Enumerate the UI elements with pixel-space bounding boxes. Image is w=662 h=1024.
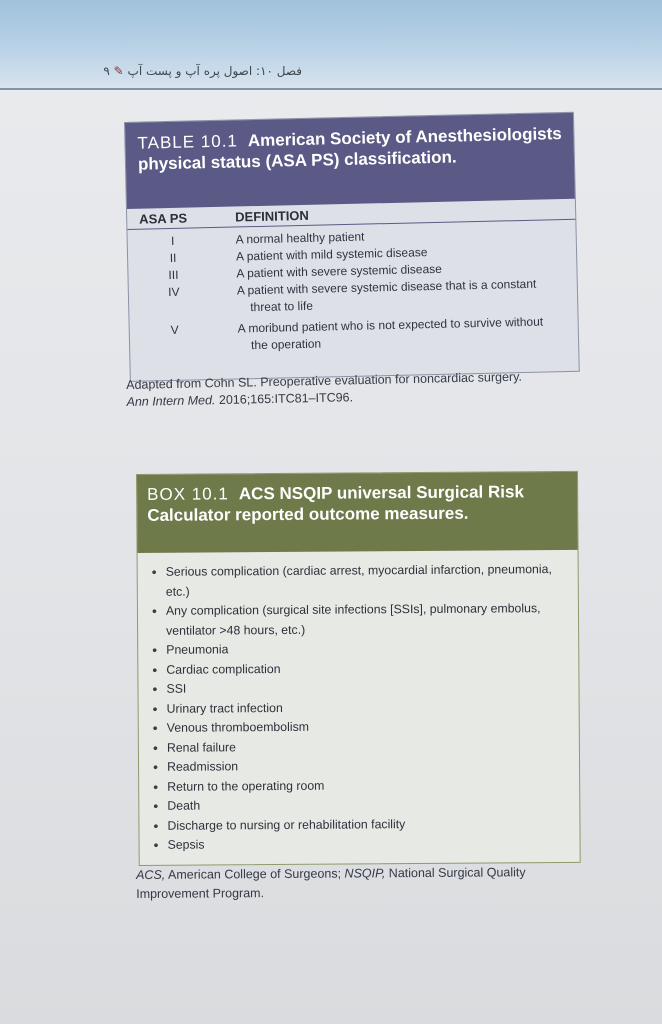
- bullet-icon: •: [152, 739, 158, 756]
- bullet-icon: •: [151, 602, 157, 619]
- asa-definition: A patient with mild systemic disease: [235, 245, 428, 264]
- abbr-acs-definition: American College of Surgeons;: [165, 866, 345, 882]
- column-header-definition: DEFINITION: [235, 207, 310, 225]
- bullet-icon: •: [153, 817, 159, 834]
- list-item: • Sepsis: [152, 833, 566, 855]
- list-item: • Serious complication (cardiac arrest, myocardial infarction, pneumonia, etc.): [151, 562, 552, 599]
- source-citation: Adapted from Cohn SL. Preoperative evaluation for noncardiac surgery.: [126, 369, 523, 392]
- bullet-icon: •: [153, 797, 159, 814]
- box-number: BOX 10.1: [147, 484, 229, 504]
- asa-class: III: [168, 267, 179, 283]
- bullet-icon: •: [152, 680, 158, 697]
- source-reference: 2016;165:ITC81–ITC96.: [215, 390, 354, 408]
- abbr-nsqip-definition: National Surgical Quality Improvement Program.: [136, 865, 526, 901]
- list-item: • Readmission: [151, 755, 565, 777]
- list-item: • Discharge to nursing or rehabilitation facility: [151, 814, 565, 836]
- bullet-icon: •: [152, 641, 158, 658]
- abbr-nsqip: NSQIP,: [344, 866, 386, 881]
- asa-class: V: [170, 322, 179, 337]
- bullet-icon: •: [152, 719, 158, 736]
- asa-definition-continuation: threat to life: [250, 298, 314, 315]
- list-item: • Urinary tract infection: [151, 697, 565, 719]
- list-item: • SSI: [150, 677, 564, 699]
- list-item: • Return to the operating room: [151, 775, 565, 797]
- table-row: [130, 313, 579, 357]
- asa-definition-continuation: the operation: [250, 336, 322, 353]
- box-title: ACS NSQIP universal Surgical Risk Calculator reported outcome measures.: [147, 482, 524, 525]
- asa-definition: A normal healthy patient: [235, 229, 365, 247]
- list-item: • Pneumonia: [150, 638, 564, 660]
- asa-class: IV: [168, 284, 180, 300]
- source-journal: Ann Intern Med.: [126, 393, 216, 409]
- bullet-icon: •: [152, 661, 158, 678]
- asa-definition: A patient with severe systemic disease: [236, 261, 443, 281]
- bullet-icon: •: [153, 836, 159, 853]
- box-header: [137, 472, 578, 553]
- table-header: [125, 113, 575, 209]
- bullet-icon: •: [153, 778, 159, 795]
- box-abbreviation-note: [136, 863, 586, 904]
- chapter-title: فصل ۱۰: اصول پره آپ و پست آپ: [127, 64, 302, 78]
- column-header-asa: ASA PS: [139, 210, 188, 227]
- table-title: American Society of Anesthesiologists physical status (ASA PS) classification.: [137, 124, 562, 174]
- list-item: • Renal failure: [151, 736, 565, 758]
- list-item: • Venous thromboembolism: [151, 716, 565, 738]
- asa-class: I: [170, 233, 175, 248]
- abbr-acs: ACS,: [136, 867, 166, 882]
- outcome-list: [138, 550, 580, 856]
- table-body: [127, 220, 578, 357]
- asa-table: [124, 112, 580, 382]
- table-number: TABLE 10.1: [137, 131, 239, 153]
- asa-definition: A patient with severe systemic disease that is a constant: [236, 276, 537, 298]
- chapter-mark-icon: ✎: [109, 64, 124, 78]
- bullet-icon: •: [151, 563, 157, 580]
- running-header: [70, 64, 302, 78]
- nsqip-box: [136, 471, 581, 866]
- bullet-icon: •: [152, 700, 158, 717]
- list-item: • Death: [151, 794, 565, 816]
- asa-class: II: [169, 250, 177, 265]
- page-number: ۹: [103, 64, 110, 78]
- asa-definition: A moribund patient who is not expected to survive without: [237, 314, 544, 336]
- list-item: • Any complication (surgical site infections [SSIs], pulmonary embolus, ventilator >48 hours, etc.): [151, 601, 541, 638]
- bullet-icon: •: [152, 758, 159, 775]
- list-item: • Cardiac complication: [150, 658, 564, 680]
